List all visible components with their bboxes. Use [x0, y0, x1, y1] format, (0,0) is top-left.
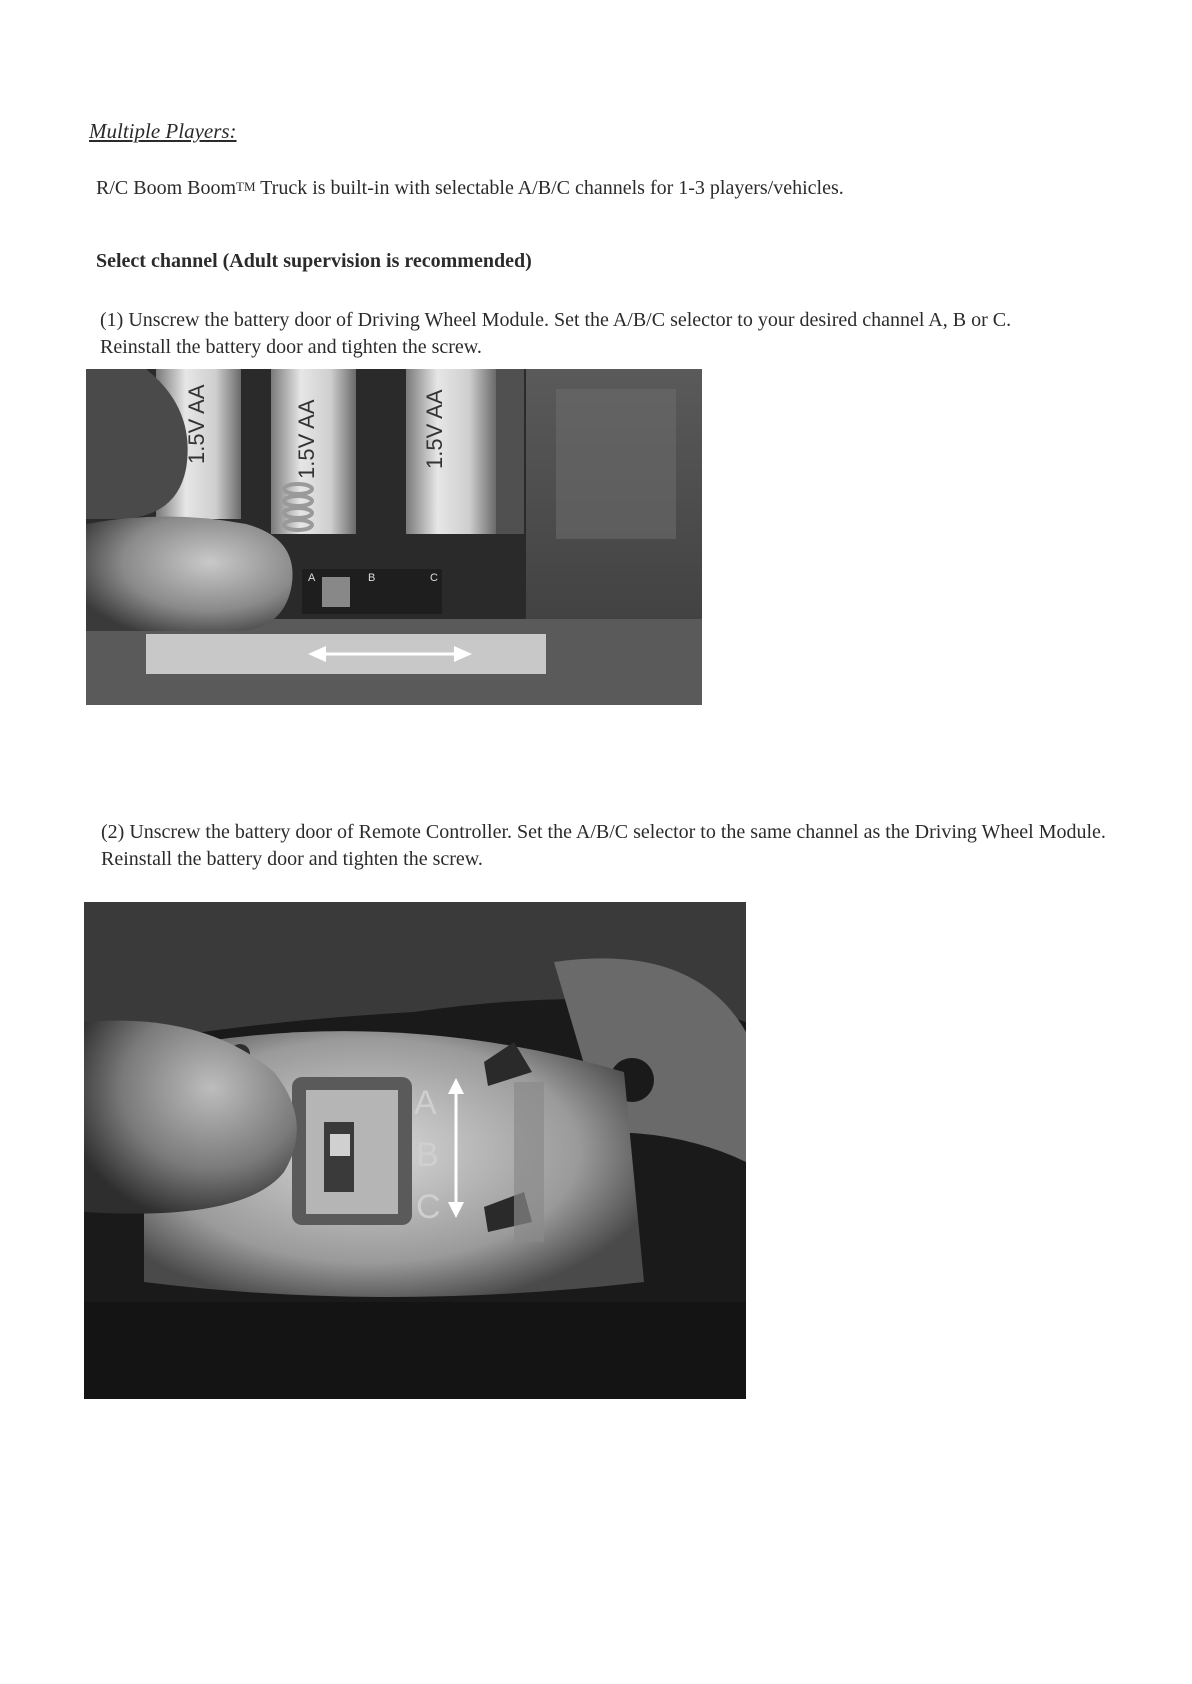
- remote-controller-photo: [84, 902, 746, 1399]
- battery-label-2: 1.5V AA: [294, 399, 319, 479]
- step-2-text: (2) Unscrew the battery door of Remote Controller. Set the A/B/C selector to the same channel as the Driving Wheel Module. Reinstall the battery door and tighten the screw.: [101, 821, 1106, 870]
- section-heading: Multiple Players:: [89, 119, 237, 143]
- selector-label-b: B: [368, 572, 376, 584]
- selector-label-a: A: [308, 572, 316, 584]
- battery-label-3: 1.5V AA: [422, 389, 447, 469]
- intro-paragraph: [96, 175, 844, 203]
- driving-wheel-module-photo: [86, 369, 702, 705]
- selector-label-c: C: [430, 572, 438, 584]
- selector-label-a: A: [414, 1084, 437, 1122]
- intro-product-name: R/C Boom Boom: [96, 177, 237, 199]
- sub-heading: Select channel (Adult supervision is recommended): [96, 250, 532, 272]
- trademark-mark: TM: [236, 179, 256, 194]
- selector-label-b: B: [416, 1136, 439, 1174]
- selector-label-c: C: [416, 1188, 441, 1226]
- step-1-text: (1) Unscrew the battery door of Driving Wheel Module. Set the A/B/C selector to your desired channel A, B or C. Reinstall the battery door and tighten the screw.: [100, 309, 1012, 358]
- battery-label-1: 1.5V AA: [184, 384, 209, 464]
- intro-text: Truck is built-in with selectable A/B/C channels for 1-3 players/vehicles.: [255, 177, 844, 199]
